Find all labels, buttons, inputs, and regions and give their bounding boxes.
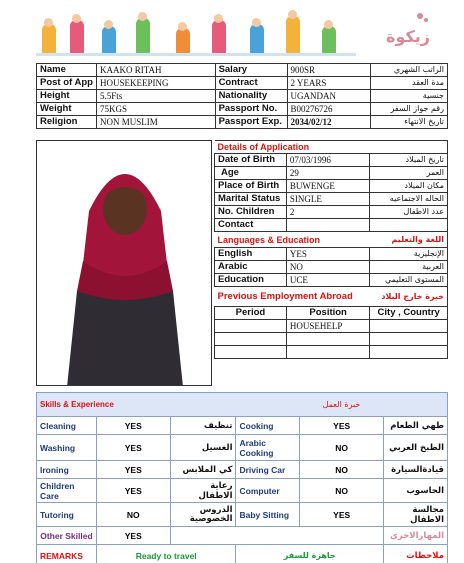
skill-arabic: كي الملابس: [170, 461, 236, 479]
skills-table: [36, 392, 448, 563]
salary-arabic: الراتب الشهري: [370, 64, 447, 77]
dob-label: Date of Birth: [215, 154, 287, 167]
skill-label: Washing: [37, 435, 97, 461]
skill-label: Cooking: [236, 417, 300, 435]
cleaner-head-6: [214, 14, 223, 23]
cleaner-figure-2: [70, 20, 84, 54]
company-logo: [380, 8, 436, 56]
details-table: [214, 140, 448, 359]
post-label: Post of App: [37, 77, 97, 90]
remarks-value: Ready to travel: [96, 545, 236, 563]
skill-value: NO: [96, 503, 170, 527]
cleaner-head-2: [72, 14, 81, 23]
skills-title-arabic: خبرة العمل: [236, 393, 448, 417]
languages-title: Languages & Education: [215, 232, 370, 248]
remarks-value-arabic: جاهزة للسفر: [236, 545, 384, 563]
height-label: Height: [37, 90, 97, 103]
cleaner-figure-7: [250, 24, 264, 54]
skill-row: [37, 503, 448, 527]
employment-row-city: [370, 320, 448, 333]
employment-row-period: [215, 346, 287, 359]
employment-row-city: [370, 346, 448, 359]
dob-arabic: تاريخ الميلاد: [370, 154, 448, 167]
employment-col-position: Position: [286, 307, 369, 320]
religion-label: Religion: [37, 116, 97, 129]
contact-label: Contact: [215, 219, 287, 232]
nationality-value: UGANDAN: [287, 90, 370, 103]
skill-label: Tutoring: [37, 503, 97, 527]
skill-label: Cleaning: [37, 417, 97, 435]
education-value: UCE: [286, 274, 369, 287]
contract-arabic: مدة العقد: [370, 77, 447, 90]
religion-value: NON MUSLIM: [96, 116, 215, 129]
employment-title: Previous Employment Abroad: [215, 287, 370, 307]
skill-label: Children Care: [37, 479, 97, 503]
logo-text: زيكوة: [386, 27, 430, 46]
marital-label: Marital Status: [215, 193, 287, 206]
weight-label: Weight: [37, 103, 97, 116]
children-label: No. Children: [215, 206, 287, 219]
skill-arabic: الطبخ العربي: [383, 435, 447, 461]
employment-row-period: [215, 320, 287, 333]
dob-value: 07/03/1996: [286, 154, 369, 167]
skill-value: YES: [300, 503, 384, 527]
arabic-value: NO: [286, 261, 369, 274]
cleaner-figure-6: [212, 20, 226, 54]
employment-row-position: [286, 346, 369, 359]
skill-value: NO: [300, 461, 384, 479]
skill-value: YES: [96, 417, 170, 435]
skill-value: NO: [300, 435, 384, 461]
arabic-label: Arabic: [215, 261, 287, 274]
employment-row-position: HOUSEHELP: [286, 320, 369, 333]
skill-arabic: تنظيف: [170, 417, 236, 435]
age-label: Age: [215, 167, 287, 180]
employment-row: [215, 333, 448, 346]
employment-title-arabic: خبرة خارج البلاد: [370, 287, 448, 307]
skill-value: NO: [300, 479, 384, 503]
skill-arabic: مجالسة الاطفال: [383, 503, 447, 527]
english-label: English: [215, 248, 287, 261]
languages-title-arabic: اللغة والتعليم: [370, 232, 448, 248]
employment-row-position: [286, 333, 369, 346]
cleaner-figure-5: [176, 28, 190, 54]
applicant-photo: [36, 140, 212, 386]
education-arabic: المستوى التعليمي: [370, 274, 448, 287]
skills-title: Skills & Experience: [37, 393, 236, 417]
passport-expiry-arabic: تاريخ الانتهاء: [370, 116, 447, 129]
contact-value: [286, 219, 369, 232]
age-arabic: العمر: [370, 167, 448, 180]
employment-row-city: [370, 333, 448, 346]
passport-arabic: رقم جواز السفر: [370, 103, 447, 116]
post-value: HOUSEKEEPING: [96, 77, 215, 90]
skill-arabic: طهي الطعام: [383, 417, 447, 435]
employment-row: [215, 320, 448, 333]
passport-expiry-value: 2034/02/12: [287, 116, 370, 129]
marital-value: SINGLE: [286, 193, 369, 206]
pob-arabic: مكان الميلاد: [370, 180, 448, 193]
education-label: Education: [215, 274, 287, 287]
cleaner-head-5: [178, 22, 187, 31]
cleaner-head-9: [324, 20, 333, 29]
pob-label: Place of Birth: [215, 180, 287, 193]
cleaner-figure-9: [322, 26, 336, 54]
passport-value: B00276726: [287, 103, 370, 116]
other-skilled-arabic: المهارالاخرى: [383, 527, 447, 545]
contract-value: 2 YEARS: [287, 77, 370, 90]
skill-row: [37, 479, 448, 503]
english-arabic: الإنجليزية: [370, 248, 448, 261]
other-skilled-label: Other Skilled: [37, 527, 97, 545]
skill-label: Arabic Cooking: [236, 435, 300, 461]
cleaner-head-8: [288, 10, 297, 19]
applicant-photo-illustration: [37, 141, 212, 386]
header-banner: [36, 4, 448, 56]
cleaner-head-3: [104, 20, 113, 29]
marital-arabic: الحاله الاجتماعيه: [370, 193, 448, 206]
skill-arabic: الدروس الخصوصية: [170, 503, 236, 527]
employment-col-period: Period: [215, 307, 287, 320]
nationality-arabic: جنسية: [370, 90, 447, 103]
other-skilled-value: YES: [96, 527, 170, 545]
skill-row: [37, 417, 448, 435]
name-value: KAAKO RITAH: [96, 64, 215, 77]
cleaner-head-4: [138, 12, 147, 21]
personal-info-table: [36, 63, 448, 129]
cleaner-figure-4: [136, 18, 150, 54]
employment-row-period: [215, 333, 287, 346]
cleaner-figure-8: [286, 16, 300, 54]
skill-value: YES: [96, 435, 170, 461]
skill-value: YES: [96, 479, 170, 503]
passport-expiry-label: Passport Exp.: [215, 116, 287, 129]
skill-arabic: الغسيل: [170, 435, 236, 461]
name-label: Name: [37, 64, 97, 77]
cleaner-figure-1: [42, 24, 56, 54]
skill-row: [37, 461, 448, 479]
children-value: 2: [286, 206, 369, 219]
contract-label: Contract: [215, 77, 287, 90]
skill-arabic: رعاية الاطفال: [170, 479, 236, 503]
details-title: Details of Application: [215, 141, 448, 154]
cleaner-figure-3: [102, 26, 116, 54]
skill-arabic: قيادةالسيارة: [383, 461, 447, 479]
salary-value: 900SR: [287, 64, 370, 77]
weight-value: 75KGS: [96, 103, 215, 116]
salary-label: Salary: [215, 64, 287, 77]
skill-value: YES: [300, 417, 384, 435]
skill-label: Baby Sitting: [236, 503, 300, 527]
employment-row: [215, 346, 448, 359]
skill-row: [37, 435, 448, 461]
skill-value: YES: [96, 461, 170, 479]
height-value: 5.5Fts: [96, 90, 215, 103]
skill-label: Computer: [236, 479, 300, 503]
passport-label: Passport No.: [215, 103, 287, 116]
age-value: 29: [286, 167, 369, 180]
arabic-arabic: العربية: [370, 261, 448, 274]
pob-value: BUWENGE: [286, 180, 369, 193]
employment-col-city: City , Country: [370, 307, 448, 320]
english-value: YES: [286, 248, 369, 261]
banner-floor: [36, 53, 356, 56]
skill-label: Ironing: [37, 461, 97, 479]
remarks-arabic: ملاحظات: [383, 545, 447, 563]
skill-arabic: الحاسوب: [383, 479, 447, 503]
cleaner-head-7: [252, 18, 261, 27]
cleaner-head-1: [44, 18, 53, 27]
skill-label: Driving Car: [236, 461, 300, 479]
children-arabic: عدد الاطفال: [370, 206, 448, 219]
nationality-label: Nationality: [215, 90, 287, 103]
remarks-label: REMARKS: [37, 545, 97, 563]
